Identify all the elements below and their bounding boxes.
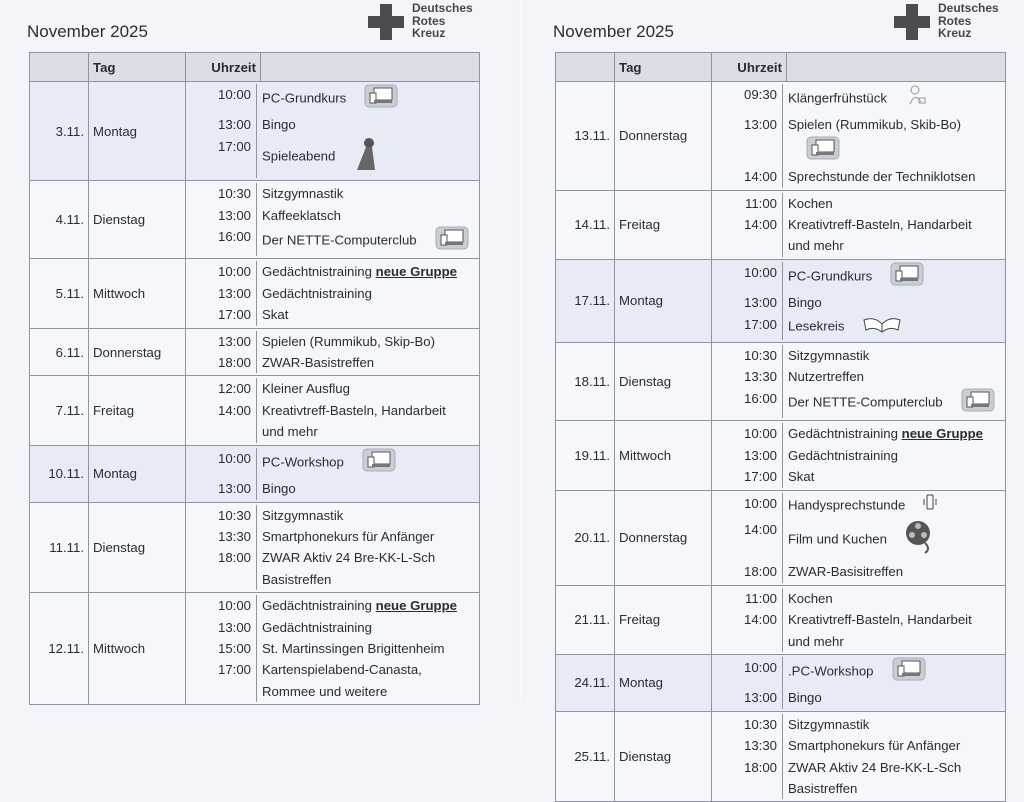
day-entries — [186, 328, 480, 376]
entry-time: 10:30 — [186, 183, 257, 204]
day-name: Dienstag — [615, 711, 712, 802]
page-fold — [518, 0, 524, 703]
entry-list — [712, 260, 1005, 342]
entry-time: 10:00 — [712, 262, 783, 292]
day-name: Freitag — [615, 585, 712, 654]
entry-list — [712, 491, 1005, 585]
day-date: 5.11. — [30, 259, 89, 328]
entry-activity — [257, 595, 479, 616]
day-row — [556, 190, 1006, 259]
day-name: Mittwoch — [89, 259, 186, 328]
entry-time: 11:00 — [712, 588, 783, 609]
entry-activity — [783, 388, 1005, 418]
entry-activity — [783, 466, 1005, 487]
entry-time: 16:00 — [186, 226, 257, 256]
entry-time: 10:00 — [186, 261, 257, 282]
day-entries — [186, 502, 480, 593]
activity-text: Skat — [788, 469, 815, 485]
day-row — [556, 259, 1006, 342]
day-row — [556, 343, 1006, 421]
day-row — [556, 711, 1006, 802]
logo-text — [412, 2, 473, 40]
day-row — [30, 328, 480, 376]
entry-time: 13:00 — [186, 617, 257, 638]
entry-time: 17:00 — [186, 659, 257, 702]
day-name: Montag — [89, 82, 186, 181]
entry-activity — [257, 136, 479, 178]
entry-time: 14:00 — [712, 166, 783, 187]
entry-activity — [783, 423, 1005, 444]
entry-activity — [257, 638, 479, 659]
day-row — [556, 585, 1006, 654]
entry-activity — [257, 261, 479, 282]
entry-activity — [257, 84, 479, 114]
activity-text: Gedächtnistraining — [788, 426, 898, 442]
activity-text: Gedächtnistraining — [262, 285, 372, 301]
activity-text: Bingo — [788, 295, 822, 311]
entry-time: 13:30 — [712, 366, 783, 387]
activity-text: Sprechstunde der Techniklotsen — [788, 169, 976, 185]
day-date: 14.11. — [556, 190, 615, 259]
entry-time: 17:00 — [712, 314, 783, 340]
activity-text: Handysprechstunde — [788, 497, 906, 513]
activity-text: Kreativtreff-Basteln, Handarbeit und mehr — [788, 217, 972, 254]
computer-icon — [806, 136, 840, 166]
entry-activity — [257, 400, 479, 443]
red-cross-icon — [368, 4, 404, 40]
entry-list — [712, 191, 1005, 259]
day-row — [30, 376, 480, 445]
entry-list — [712, 712, 1005, 802]
entry-activity — [783, 345, 1005, 366]
entry-time: 13:00 — [186, 283, 257, 304]
day-date: 20.11. — [556, 490, 615, 585]
logo-line: Kreuz — [938, 26, 972, 40]
day-date: 6.11. — [30, 328, 89, 376]
entry-time: 12:00 — [186, 378, 257, 399]
activity-text: Spielen (Rummikub, Skip-Bo) — [262, 333, 435, 349]
entry-time: 17:00 — [186, 136, 257, 178]
entry-time: 17:00 — [712, 466, 783, 487]
day-entries — [712, 585, 1006, 654]
drk-logo — [894, 2, 999, 40]
entry-activity — [257, 331, 479, 352]
schedule-table — [29, 52, 480, 705]
day-name: Dienstag — [615, 343, 712, 421]
entry-activity — [257, 304, 479, 325]
entry-activity — [257, 659, 479, 702]
entry-time: 13:30 — [712, 735, 783, 756]
activity-text: Bingo — [262, 481, 296, 497]
entry-time: 13:30 — [186, 526, 257, 547]
entry-time: 09:30 — [712, 84, 783, 114]
computer-icon — [364, 84, 398, 114]
day-row — [30, 82, 480, 181]
day-date: 18.11. — [556, 343, 615, 421]
entry-time: 13:00 — [712, 445, 783, 466]
header-date — [30, 53, 89, 82]
header-time: Uhrzeit — [186, 53, 261, 82]
entry-time: 10:00 — [186, 595, 257, 616]
entry-time: 15:00 — [186, 638, 257, 659]
day-name: Montag — [615, 654, 712, 711]
entry-activity — [257, 547, 479, 590]
activity-text: Kaffeeklatsch — [262, 207, 341, 223]
entry-list — [712, 343, 1005, 420]
entry-time: 10:00 — [712, 423, 783, 444]
logo-line: Rotes — [412, 13, 446, 28]
activity-text: Kleiner Ausflug — [262, 381, 350, 397]
activity-text: Sitzgymnastik — [788, 348, 870, 364]
entry-list — [186, 82, 479, 180]
logo-line: Rotes — [938, 13, 972, 28]
computer-icon — [435, 226, 469, 256]
entry-time: 10:00 — [712, 493, 783, 519]
entry-activity — [783, 214, 1005, 257]
entry-activity — [783, 714, 1005, 735]
day-date: 19.11. — [556, 421, 615, 490]
day-name: Dienstag — [89, 502, 186, 593]
entry-activity — [783, 687, 1005, 708]
page-title: November 2025 — [553, 22, 674, 41]
entry-activity — [783, 84, 1005, 114]
book-icon — [862, 314, 902, 340]
entry-time: 13:00 — [186, 114, 257, 135]
activity-emphasis: neue Gruppe — [375, 264, 457, 280]
day-entries — [186, 82, 480, 181]
entry-list — [186, 593, 479, 704]
entry-time: 10:30 — [186, 505, 257, 526]
activity-text: Sitzgymnastik — [788, 716, 870, 732]
entry-activity — [783, 262, 1005, 292]
header-day: Tag — [615, 53, 712, 82]
entry-activity — [783, 445, 1005, 466]
activity-text: Kreativtreff-Basteln, Handarbeit und mehr — [262, 402, 446, 440]
entry-list — [186, 446, 479, 502]
activity-text: Bingo — [788, 690, 822, 706]
day-entries — [712, 421, 1006, 490]
day-entries — [186, 445, 480, 502]
entry-activity — [257, 448, 479, 478]
day-entries — [712, 711, 1006, 802]
pawn-icon — [353, 136, 379, 178]
entry-time: 10:00 — [186, 84, 257, 114]
logo-line: Kreuz — [412, 26, 446, 40]
activity-text: Der NETTE-Computerclub — [788, 394, 943, 410]
entry-list — [712, 421, 1005, 489]
day-name: Montag — [89, 445, 186, 502]
entry-list — [186, 376, 479, 444]
schedule-table — [555, 52, 1006, 802]
activity-text: Smartphonekurs für Anfänger — [788, 738, 961, 754]
day-name: Freitag — [89, 376, 186, 445]
logo-line: Deutsches — [938, 1, 999, 15]
activity-text: Kartenspielabend-Canasta, Rommee und weitere — [262, 662, 422, 699]
header-activity — [787, 53, 1006, 82]
day-date: 4.11. — [30, 181, 89, 259]
drk-logo — [368, 2, 473, 40]
activity-text: Spielen (Rummikub, Skib-Bo) — [788, 117, 961, 133]
day-date: 11.11. — [30, 502, 89, 593]
entry-activity — [257, 378, 479, 399]
activity-text: Lesekreis — [788, 318, 845, 334]
entry-list — [712, 82, 1005, 190]
header-row — [30, 53, 480, 82]
day-entries — [186, 593, 480, 705]
header-row — [556, 53, 1006, 82]
entry-activity — [783, 609, 1005, 652]
film-icon — [905, 519, 933, 561]
day-date: 24.11. — [556, 654, 615, 711]
entry-time: 18:00 — [186, 547, 257, 590]
day-entries — [712, 343, 1006, 421]
entry-activity — [783, 757, 1005, 800]
activity-text: Sitzgymnastik — [262, 186, 344, 202]
entry-activity — [783, 292, 1005, 313]
entry-activity — [783, 519, 1005, 561]
entry-time: 14:00 — [712, 519, 783, 561]
entry-time: 10:00 — [712, 657, 783, 687]
activity-text: Klängerfrühstück — [788, 90, 887, 106]
entry-activity — [783, 657, 1005, 687]
entry-time: 13:00 — [712, 114, 783, 166]
entry-list — [186, 259, 479, 327]
day-row — [556, 490, 1006, 585]
entry-activity — [783, 735, 1005, 756]
entry-activity — [257, 205, 479, 226]
phone-icon — [923, 493, 937, 519]
entry-activity — [783, 493, 1005, 519]
day-date: 3.11. — [30, 82, 89, 181]
activity-emphasis: neue Gruppe — [901, 426, 983, 442]
activity-text: Bingo — [262, 117, 296, 133]
logo-line: Deutsches — [412, 1, 473, 15]
day-date: 25.11. — [556, 711, 615, 802]
entry-activity — [783, 588, 1005, 609]
day-entries — [712, 190, 1006, 259]
activity-text: Kreativtreff-Basteln, Handarbeit und mehr — [788, 612, 972, 649]
activity-text: Gedächtnistraining — [788, 447, 898, 463]
day-entries — [712, 259, 1006, 342]
header-time: Uhrzeit — [712, 53, 787, 82]
red-cross-icon — [894, 4, 930, 40]
day-row — [30, 502, 480, 593]
header-day: Tag — [89, 53, 186, 82]
entry-time: 13:00 — [186, 205, 257, 226]
day-row — [30, 445, 480, 502]
day-name: Donnerstag — [89, 328, 186, 376]
activity-text: .PC-Workshop — [788, 663, 874, 679]
entry-activity — [257, 226, 479, 256]
entry-activity — [783, 561, 1005, 582]
computer-icon — [961, 388, 995, 418]
entry-activity — [257, 526, 479, 547]
computer-icon — [892, 657, 926, 687]
entry-activity — [783, 193, 1005, 214]
entry-time: 18:00 — [712, 757, 783, 800]
activity-text: Skat — [262, 307, 289, 323]
day-entries — [186, 181, 480, 259]
day-entries — [186, 259, 480, 328]
entry-time: 14:00 — [712, 214, 783, 257]
activity-text: ZWAR-Basistreffen — [262, 355, 375, 371]
day-date: 10.11. — [30, 445, 89, 502]
page-title: November 2025 — [27, 22, 148, 41]
entry-activity — [257, 505, 479, 526]
day-entries — [712, 490, 1006, 585]
day-row — [30, 259, 480, 328]
activity-text: PC-Grundkurs — [788, 268, 873, 284]
activity-text: PC-Grundkurs — [262, 90, 347, 106]
entry-activity — [257, 283, 479, 304]
entry-time: 13:00 — [186, 331, 257, 352]
entry-list — [712, 655, 1005, 711]
entry-list — [712, 586, 1005, 654]
entry-activity — [783, 166, 1005, 187]
entry-activity — [257, 114, 479, 135]
entry-time: 18:00 — [186, 352, 257, 373]
activity-text: Film und Kuchen — [788, 531, 887, 547]
day-date: 17.11. — [556, 259, 615, 342]
day-name: Mittwoch — [89, 593, 186, 705]
activity-text: Sitzgymnastik — [262, 507, 344, 523]
activity-text: St. Martinssingen Brigittenheim — [262, 640, 445, 656]
activity-text: Kochen — [788, 590, 833, 606]
entry-time: 13:00 — [712, 292, 783, 313]
activity-text: ZWAR Aktiv 24 Bre-KK-L-Sch Basistreffen — [788, 759, 962, 796]
day-name: Donnerstag — [615, 490, 712, 585]
day-name: Freitag — [615, 190, 712, 259]
day-name: Dienstag — [89, 181, 186, 259]
entry-activity — [257, 352, 479, 373]
activity-text: Gedächtnistraining — [262, 264, 372, 280]
day-date: 13.11. — [556, 82, 615, 191]
activity-text: Gedächtnistraining — [262, 598, 372, 614]
activity-text: Nutzertreffen — [788, 369, 864, 385]
computer-icon — [890, 262, 924, 292]
activity-text: PC-Workshop — [262, 454, 344, 470]
entry-list — [186, 329, 479, 376]
entry-activity — [257, 478, 479, 499]
entry-activity — [257, 183, 479, 204]
header-date — [556, 53, 615, 82]
entry-list — [186, 181, 479, 258]
day-row — [30, 181, 480, 259]
activity-text: Gedächtnistraining — [262, 619, 372, 635]
entry-activity — [257, 617, 479, 638]
activity-text: Kochen — [788, 195, 833, 211]
entry-activity — [783, 314, 1005, 340]
entry-activity — [783, 114, 1005, 166]
day-name: Montag — [615, 259, 712, 342]
day-name: Donnerstag — [615, 82, 712, 191]
entry-time: 18:00 — [712, 561, 783, 582]
day-name: Mittwoch — [615, 421, 712, 490]
day-row — [556, 82, 1006, 191]
activity-text: ZWAR-Basisitreffen — [788, 564, 904, 580]
day-date: 7.11. — [30, 376, 89, 445]
entry-time: 13:00 — [712, 687, 783, 708]
activity-text: Der NETTE-Computerclub — [262, 232, 417, 248]
entry-time: 13:00 — [186, 478, 257, 499]
entry-time: 10:00 — [186, 448, 257, 478]
entry-time: 10:30 — [712, 345, 783, 366]
logo-text — [938, 2, 999, 40]
day-entries — [712, 82, 1006, 191]
entry-time: 14:00 — [186, 400, 257, 443]
day-date: 21.11. — [556, 585, 615, 654]
entry-list — [186, 503, 479, 593]
entry-activity — [783, 366, 1005, 387]
day-date: 12.11. — [30, 593, 89, 705]
day-row — [30, 593, 480, 705]
day-row — [556, 421, 1006, 490]
activity-emphasis: neue Gruppe — [375, 598, 457, 614]
entry-time: 11:00 — [712, 193, 783, 214]
activity-text: ZWAR Aktiv 24 Bre-KK-L-Sch Basistreffen — [262, 550, 436, 587]
day-entries — [186, 376, 480, 445]
entry-time: 10:30 — [712, 714, 783, 735]
entry-time: 16:00 — [712, 388, 783, 418]
activity-text: Spieleabend — [262, 148, 336, 164]
breakfast-icon — [905, 84, 929, 114]
activity-text: Smartphonekurs für Anfänger — [262, 528, 435, 544]
header-activity — [261, 53, 480, 82]
entry-time: 14:00 — [712, 609, 783, 652]
computer-icon — [362, 448, 396, 478]
entry-time: 17:00 — [186, 304, 257, 325]
